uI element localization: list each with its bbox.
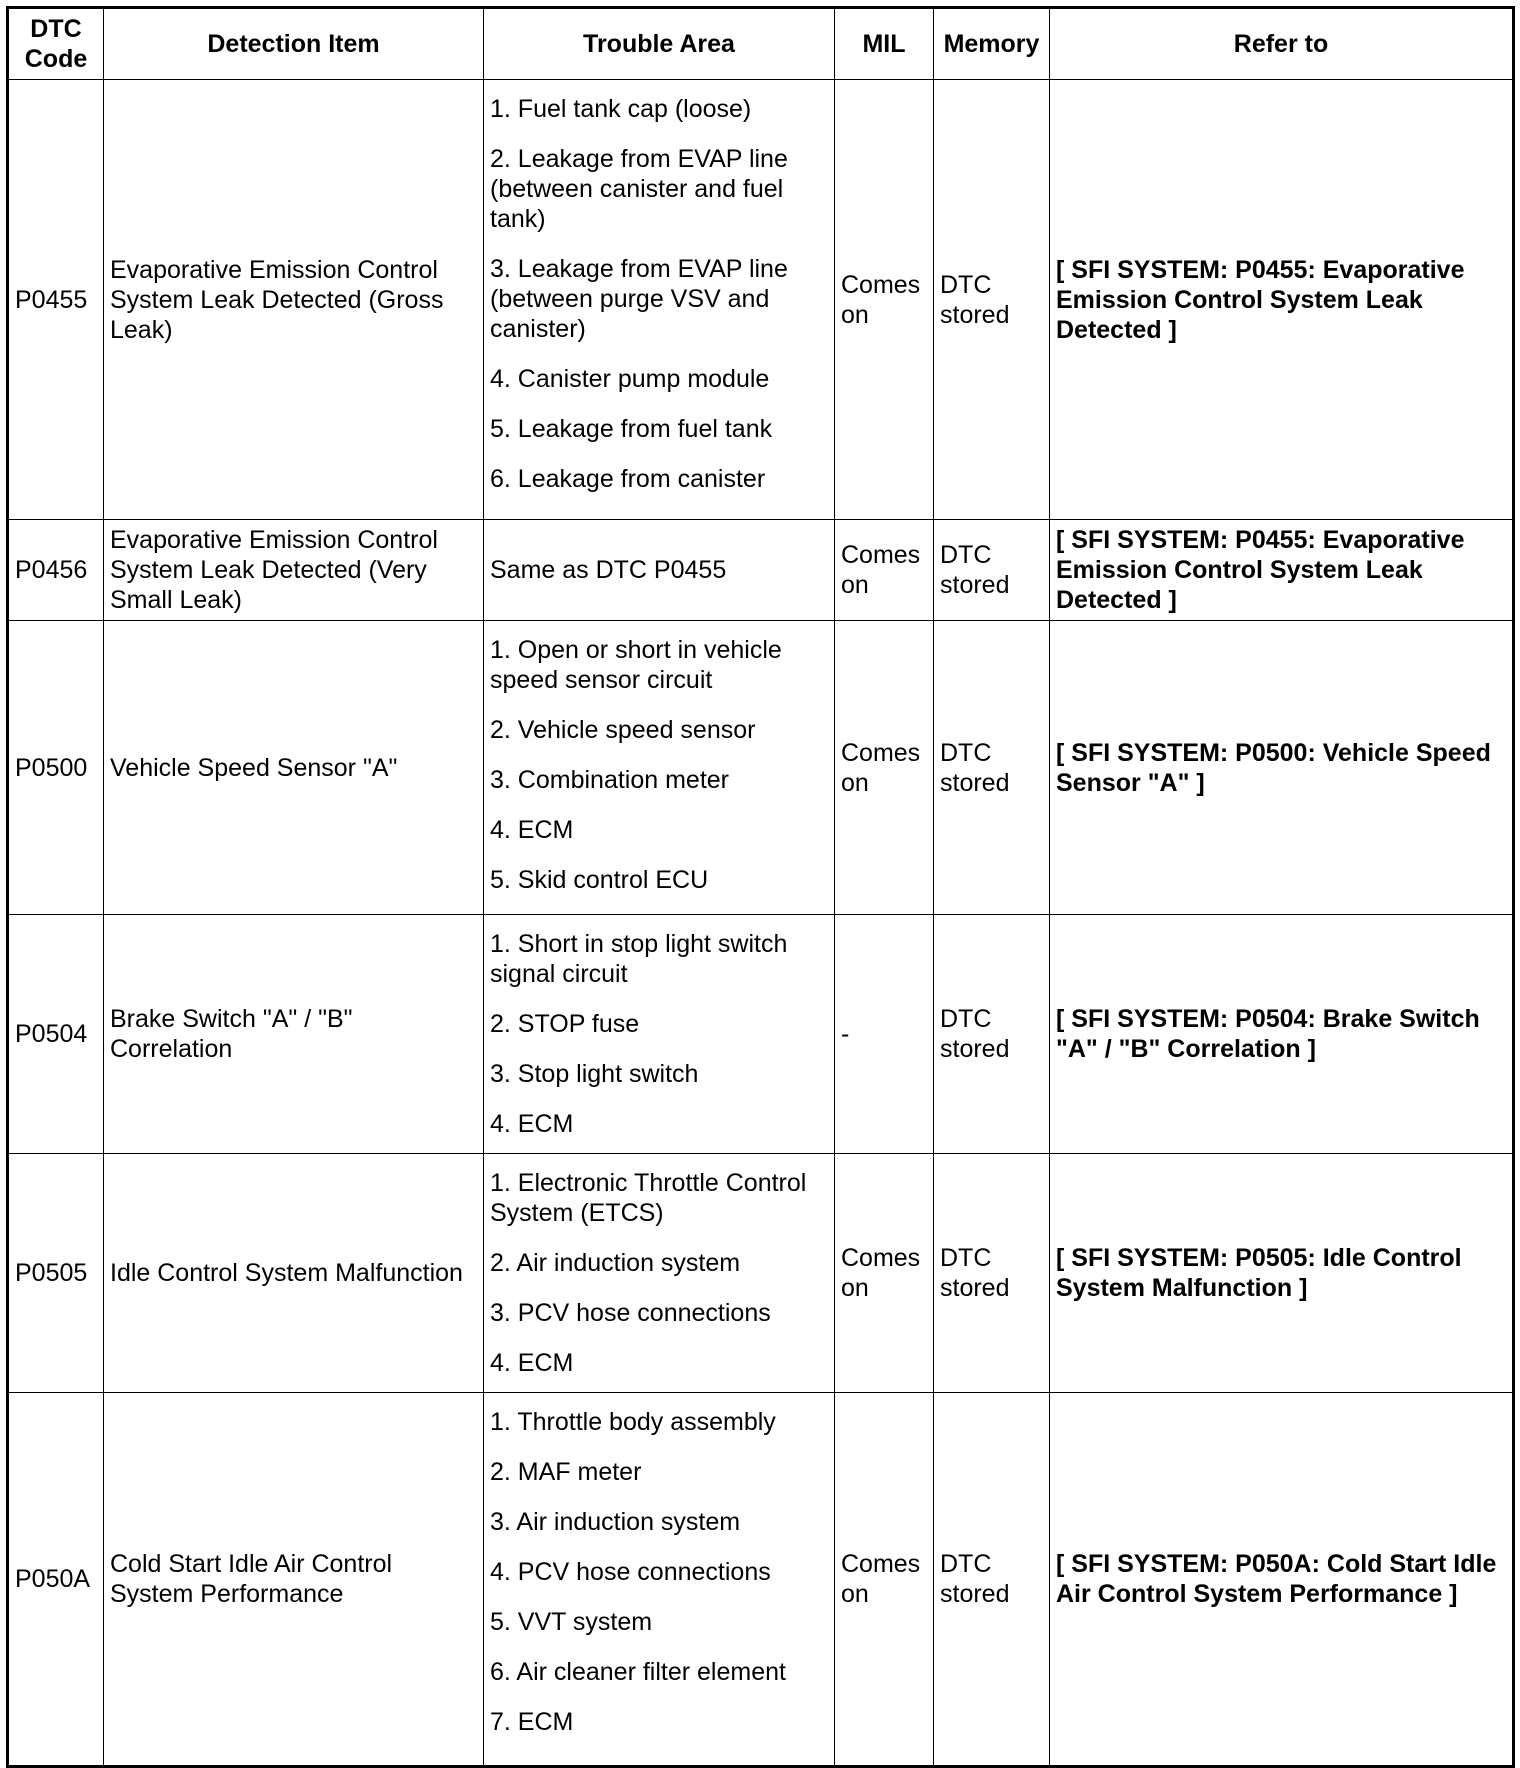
table-row bbox=[8, 80, 1514, 520]
refer-to-link[interactable]: [ SFI SYSTEM: P0504: Brake Switch "A" / "B" Correlation ] bbox=[1050, 915, 1514, 1154]
dtc-code-cell: P0500 bbox=[8, 621, 104, 915]
dtc-code-cell: P0455 bbox=[8, 80, 104, 520]
dtc-code-cell: P0504 bbox=[8, 915, 104, 1154]
table-header-row bbox=[8, 8, 1514, 80]
mil-cell: Comes on bbox=[835, 80, 934, 520]
refer-to-link[interactable]: [ SFI SYSTEM: P0500: Vehicle Speed Sensor "A" ] bbox=[1050, 621, 1514, 915]
trouble-area-item: 7. ECM bbox=[490, 1708, 574, 1736]
header-memory: Memory bbox=[934, 8, 1050, 80]
trouble-area-item: 1. Short in stop light switch signal circuit bbox=[490, 930, 788, 988]
trouble-area-item: 6. Air cleaner filter element bbox=[490, 1658, 786, 1686]
dtc-code-cell: P0505 bbox=[8, 1154, 104, 1393]
dtc-code-cell: P050A bbox=[8, 1393, 104, 1767]
trouble-area-item: 5. VVT system bbox=[490, 1608, 653, 1636]
dtc-code-cell: P0456 bbox=[8, 520, 104, 621]
trouble-area-item: 4. PCV hose connections bbox=[490, 1558, 771, 1586]
detection-item-cell: Brake Switch "A" / "B" Correlation bbox=[104, 915, 484, 1154]
table-row bbox=[8, 1393, 1514, 1767]
table-row bbox=[8, 1154, 1514, 1393]
detection-item-cell: Cold Start Idle Air Control System Performance bbox=[104, 1393, 484, 1767]
header-dtc-code-line2: Code bbox=[24, 45, 88, 73]
header-dtc-code bbox=[8, 8, 104, 80]
table-row bbox=[8, 915, 1514, 1154]
dtc-table bbox=[6, 6, 1515, 1768]
trouble-area-item: 1. Fuel tank cap (loose) bbox=[490, 95, 752, 123]
trouble-area-cell: Same as DTC P0455 bbox=[484, 520, 835, 621]
detection-item-cell: Evaporative Emission Control System Leak Detected (Gross Leak) bbox=[104, 80, 484, 520]
trouble-area-item: 1. Electronic Throttle Control System (ETCS) bbox=[490, 1169, 807, 1227]
trouble-area-item: 2. MAF meter bbox=[490, 1458, 642, 1486]
memory-cell: DTC stored bbox=[934, 1154, 1050, 1393]
trouble-area-item: 3. Air induction system bbox=[490, 1508, 741, 1536]
detection-item-cell: Vehicle Speed Sensor "A" bbox=[104, 621, 484, 915]
memory-cell: DTC stored bbox=[934, 915, 1050, 1154]
trouble-area-item: 3. PCV hose connections bbox=[490, 1299, 771, 1327]
refer-to-link[interactable]: [ SFI SYSTEM: P0505: Idle Control System Malfunction ] bbox=[1050, 1154, 1514, 1393]
trouble-area-item: 2. Leakage from EVAP line (between canister and fuel tank) bbox=[490, 145, 788, 233]
table-row bbox=[8, 621, 1514, 915]
mil-cell: Comes on bbox=[835, 621, 934, 915]
header-detection-item: Detection Item bbox=[104, 8, 484, 80]
trouble-area-item: 2. STOP fuse bbox=[490, 1010, 640, 1038]
memory-cell: DTC stored bbox=[934, 1393, 1050, 1767]
trouble-area-item: 4. ECM bbox=[490, 816, 574, 844]
trouble-area-item: 2. Air induction system bbox=[490, 1249, 741, 1277]
trouble-area-cell bbox=[484, 1154, 835, 1393]
mil-cell: Comes on bbox=[835, 520, 934, 621]
trouble-area-item: 3. Leakage from EVAP line (between purge VSV and canister) bbox=[490, 255, 788, 343]
trouble-area-cell bbox=[484, 1393, 835, 1767]
memory-cell: DTC stored bbox=[934, 520, 1050, 621]
trouble-area-item: 3. Combination meter bbox=[490, 766, 730, 794]
trouble-area-item: 2. Vehicle speed sensor bbox=[490, 716, 756, 744]
trouble-area-cell bbox=[484, 621, 835, 915]
detection-item-cell: Idle Control System Malfunction bbox=[104, 1154, 484, 1393]
trouble-area-item: 3. Stop light switch bbox=[490, 1060, 699, 1088]
trouble-area-cell bbox=[484, 915, 835, 1154]
memory-cell: DTC stored bbox=[934, 80, 1050, 520]
mil-cell: Comes on bbox=[835, 1154, 934, 1393]
trouble-area-item: 1. Open or short in vehicle speed sensor circuit bbox=[490, 636, 782, 694]
refer-to-link[interactable]: [ SFI SYSTEM: P0455: Evaporative Emission Control System Leak Detected ] bbox=[1050, 520, 1514, 621]
mil-cell: Comes on bbox=[835, 1393, 934, 1767]
header-trouble-area: Trouble Area bbox=[484, 8, 835, 80]
trouble-area-item: 1. Throttle body assembly bbox=[490, 1408, 776, 1436]
memory-cell: DTC stored bbox=[934, 621, 1050, 915]
trouble-area-item: 5. Skid control ECU bbox=[490, 866, 709, 894]
trouble-area-item: 6. Leakage from canister bbox=[490, 465, 766, 493]
header-mil: MIL bbox=[835, 8, 934, 80]
refer-to-link[interactable]: [ SFI SYSTEM: P0455: Evaporative Emission Control System Leak Detected ] bbox=[1050, 80, 1514, 520]
mil-cell: - bbox=[835, 915, 934, 1154]
trouble-area-item: 4. Canister pump module bbox=[490, 365, 770, 393]
table-row bbox=[8, 520, 1514, 621]
trouble-area-item: 4. ECM bbox=[490, 1110, 574, 1138]
trouble-area-cell bbox=[484, 80, 835, 520]
trouble-area-item: 4. ECM bbox=[490, 1349, 574, 1377]
refer-to-link[interactable]: [ SFI SYSTEM: P050A: Cold Start Idle Air Control System Performance ] bbox=[1050, 1393, 1514, 1767]
detection-item-cell: Evaporative Emission Control System Leak Detected (Very Small Leak) bbox=[104, 520, 484, 621]
trouble-area-item: 5. Leakage from fuel tank bbox=[490, 415, 773, 443]
header-refer-to: Refer to bbox=[1050, 8, 1514, 80]
header-dtc-code-line1: DTC bbox=[30, 15, 82, 43]
